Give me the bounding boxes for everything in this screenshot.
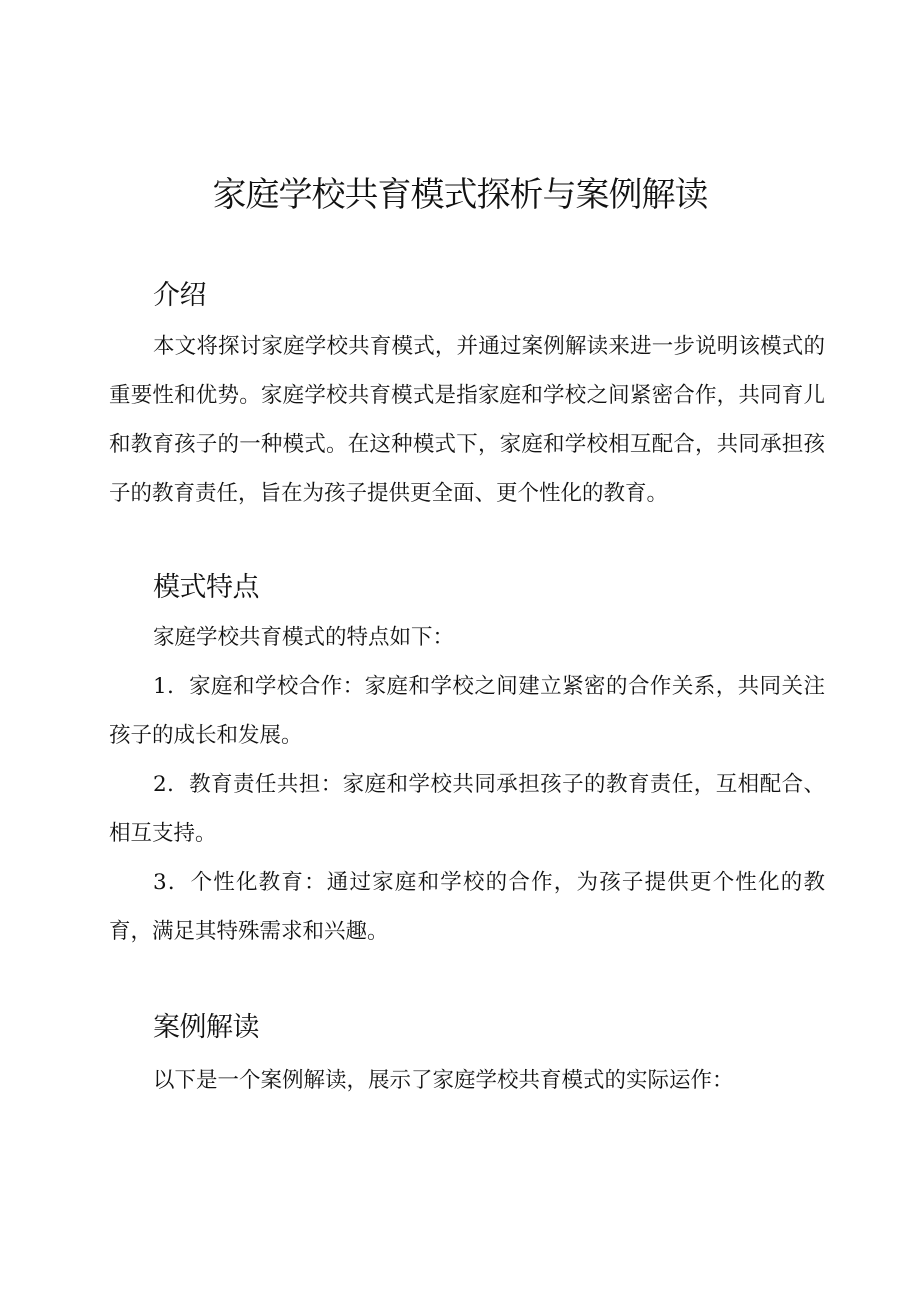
section-heading-intro: 介绍 [153, 280, 206, 311]
features-intro-line: 家庭学校共育模式的特点如下： [153, 625, 455, 650]
section-heading-features: 模式特点 [153, 572, 259, 603]
case-intro-line: 以下是一个案例解读，展示了家庭学校共育模式的实际运作： [153, 1068, 734, 1093]
intro-paragraph: 本文将探讨家庭学校共育模式，并通过案例解读来进一步说明该模式的重要性和优势。家庭学校共育模式是指家庭和学校之间紧密合作，共同育儿和教育孩子的一种模式。在这种模式下，家庭和学校相互配合，共同承担孩子的教育责任，旨在为孩子提供更全面、更个性化的教育。 [109, 334, 825, 506]
section-heading-case: 案例解读 [153, 1012, 259, 1043]
feature-item-2: 2．教育责任共担：家庭和学校共同承担孩子的教育责任，互相配合、相互支持。 [109, 772, 825, 846]
feature-item-1: 1．家庭和学校合作：家庭和学校之间建立紧密的合作关系，共同关注孩子的成长和发展。 [109, 674, 825, 748]
document-title: 家庭学校共育模式探析与案例解读 [212, 175, 708, 215]
feature-item-3: 3．个性化教育：通过家庭和学校的合作，为孩子提供更个性化的教育，满足其特殊需求和兴趣。 [109, 870, 825, 944]
